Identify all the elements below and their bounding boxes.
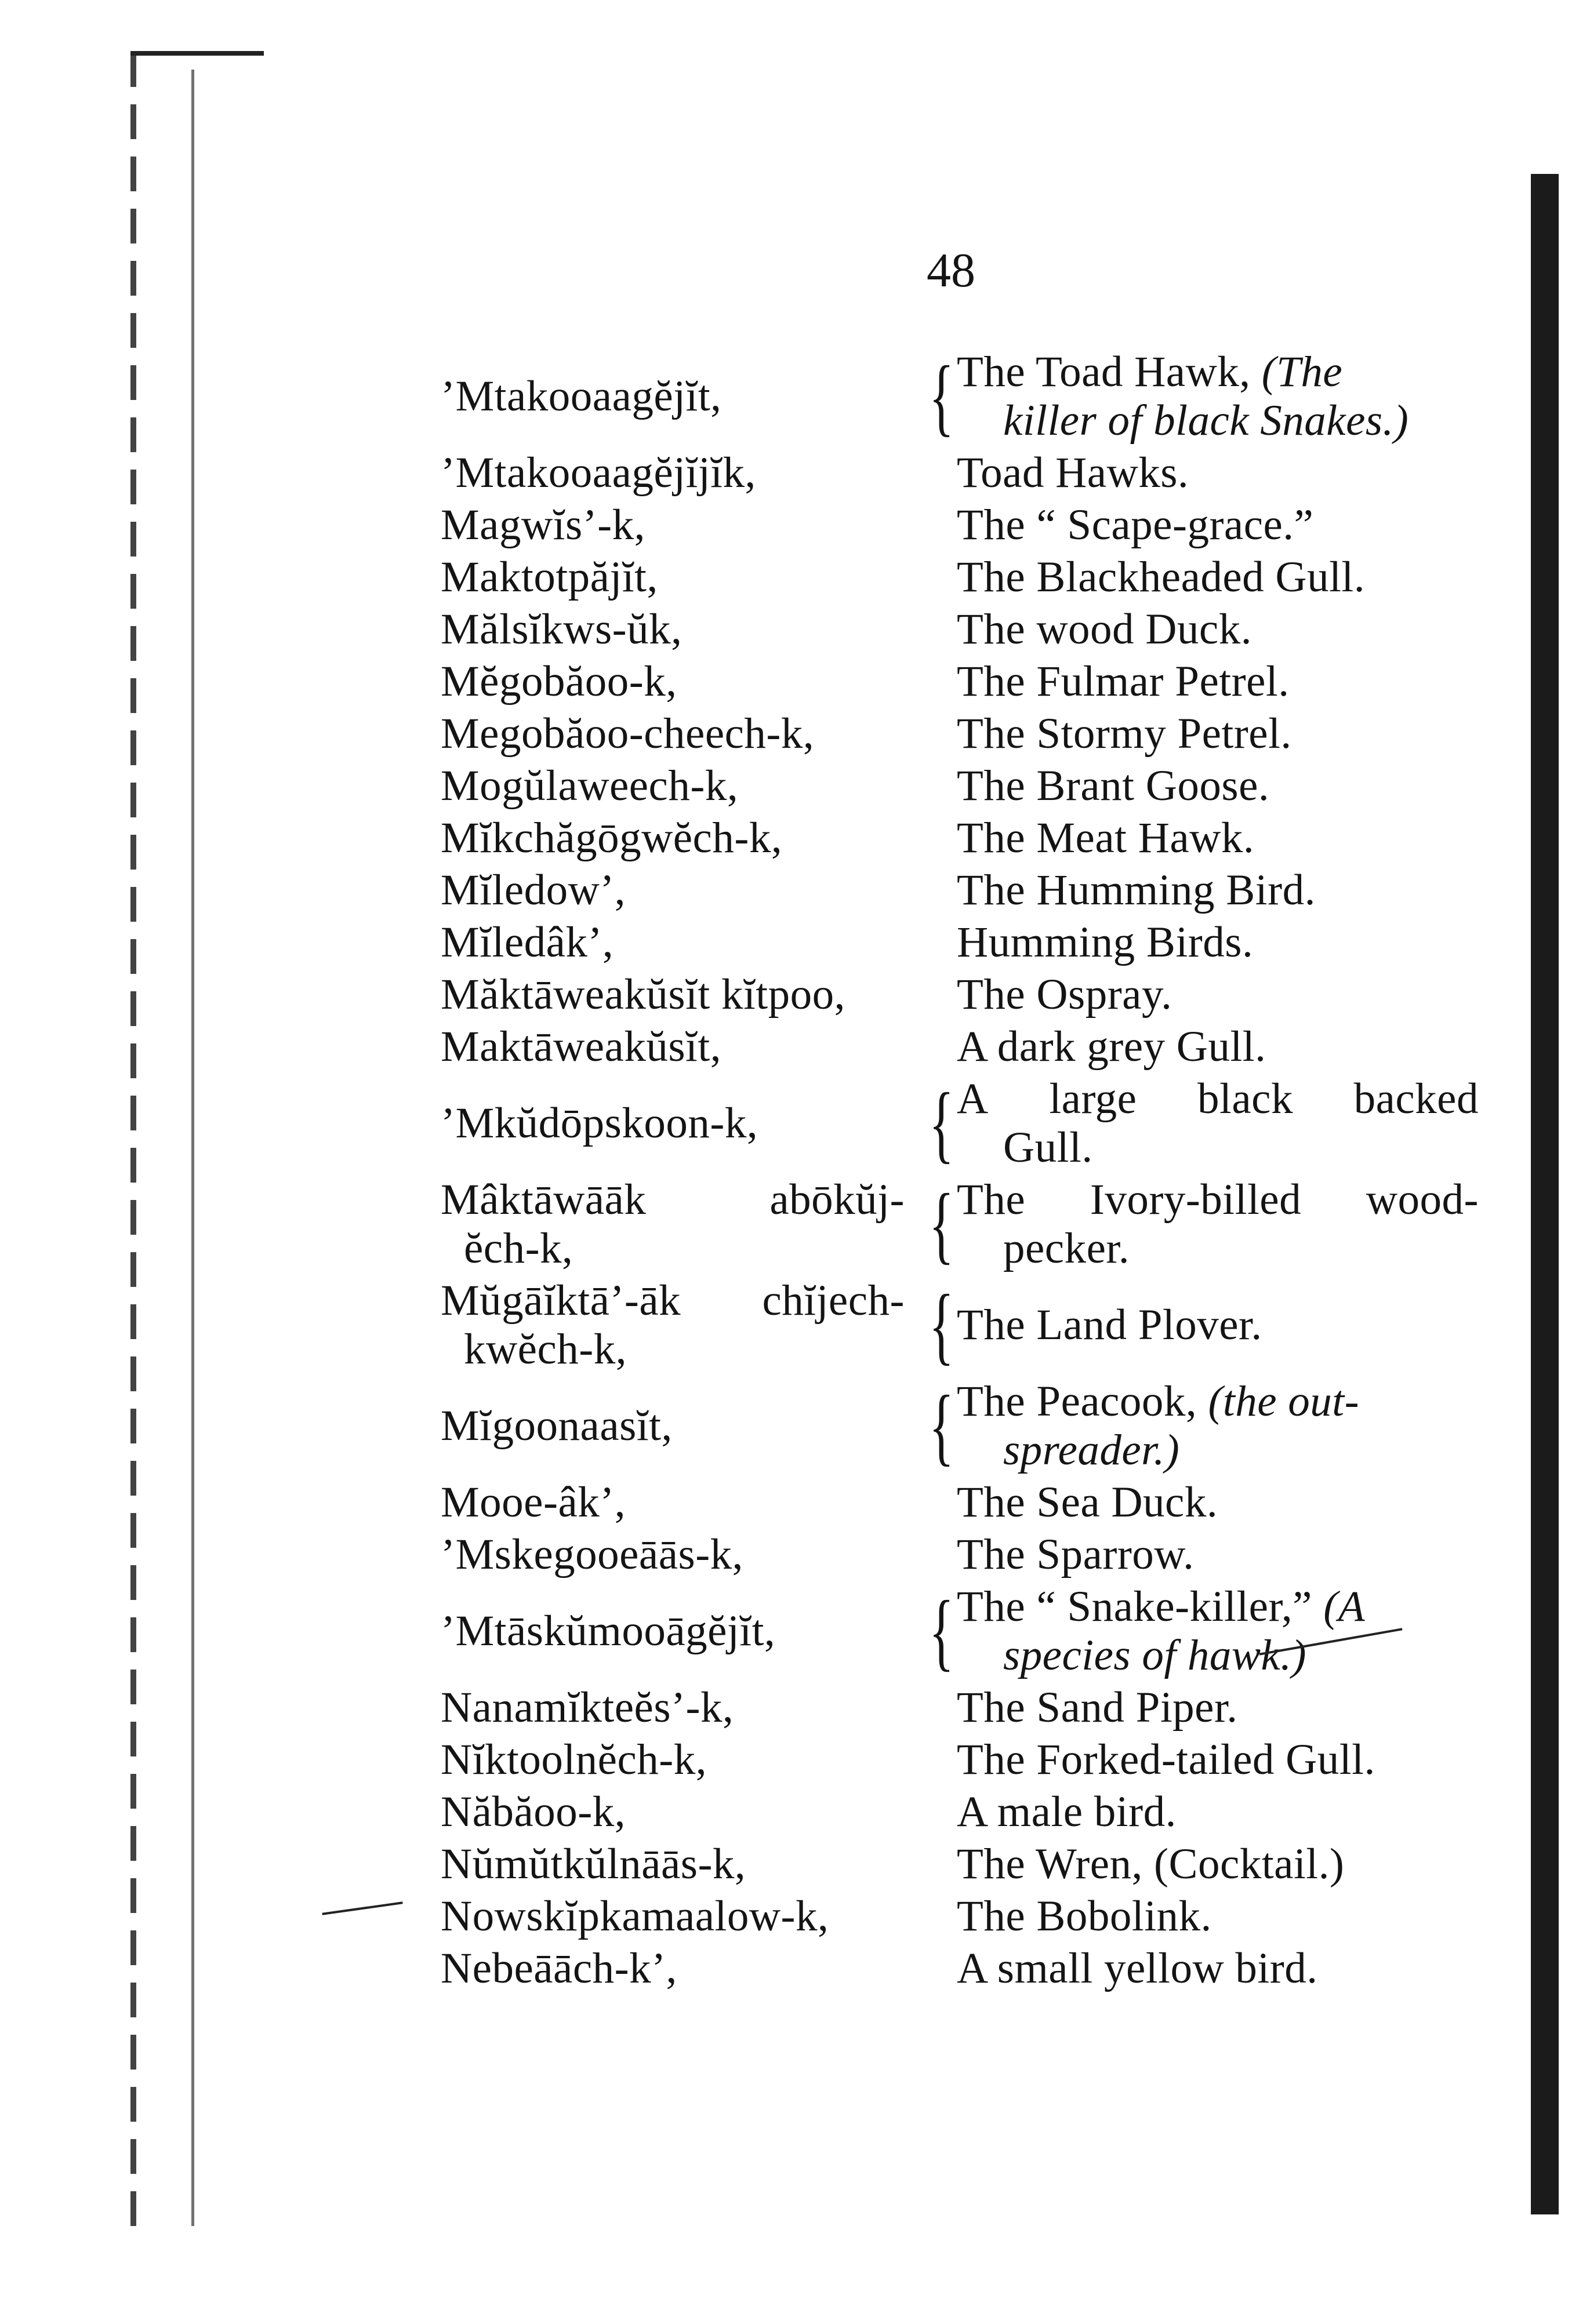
term: Maktotpăjĭt, <box>441 553 658 601</box>
list-item <box>0 1075 1590 1172</box>
term: Nebeāāch-k’, <box>441 1944 677 1992</box>
term: Nowskĭpkamaalow-k, <box>441 1892 829 1940</box>
list-item <box>0 866 1590 915</box>
list-item <box>0 1736 1590 1784</box>
term: Nanamĭkteĕs’-k, <box>441 1683 734 1732</box>
term: Nŭmŭtkŭlnāās-k, <box>441 1840 746 1888</box>
gloss: The Wren, (Cocktail.) <box>957 1840 1345 1888</box>
gloss: Toad Hawks. <box>957 449 1189 497</box>
gloss: The Fulmar Petrel. <box>957 657 1290 705</box>
term: ’Mtakooaagĕjĭt, <box>441 372 722 420</box>
list-item <box>0 1840 1590 1889</box>
list-item <box>0 1276 1590 1374</box>
list-item <box>0 1530 1590 1579</box>
list-item <box>0 918 1590 967</box>
term: Mooe-âk’, <box>441 1478 626 1526</box>
gloss: The Sea Duck. <box>957 1478 1218 1526</box>
gloss: The Forked-tailed Gull. <box>957 1736 1375 1784</box>
term: ’Mkŭdōpskoon-k, <box>441 1099 758 1147</box>
gloss: The Peacook, (the out- spreader.) <box>957 1377 1360 1474</box>
term: Mĭkchăgōgwĕch-k, <box>441 814 783 862</box>
gloss: The “ Scape-grace.” <box>957 501 1314 549</box>
list-item <box>0 1023 1590 1071</box>
term: Megobăoo-cheech-k, <box>441 710 815 758</box>
gloss: The Meat Hawk. <box>957 814 1255 862</box>
list-item <box>0 1944 1590 1993</box>
brace: { <box>929 1583 954 1679</box>
list-item <box>0 1176 1590 1273</box>
list-item <box>0 1377 1590 1475</box>
list-item <box>0 970 1590 1019</box>
term: Mâktāwāāk abōkŭj- ĕch-k, <box>441 1176 905 1272</box>
list-item <box>0 1892 1590 1941</box>
brace: { <box>929 1277 954 1373</box>
gloss: The Land Plover. <box>957 1301 1262 1349</box>
gloss: The wood Duck. <box>957 605 1252 653</box>
gloss: The Ivory-billed wood- pecker. <box>957 1176 1479 1272</box>
gloss: Humming Birds. <box>957 918 1254 966</box>
term: Magwĭs’-k, <box>441 501 645 549</box>
gloss: The “ Snake-killer,” (A species of hawk.) <box>957 1583 1366 1679</box>
list-item <box>0 449 1590 497</box>
term: Maktāweakŭsĭt, <box>441 1023 721 1071</box>
list-item <box>0 501 1590 550</box>
gloss: The Bobolink. <box>957 1892 1212 1940</box>
gloss: The Stormy Petrel. <box>957 710 1292 758</box>
term: ’Mtāskŭmooāgĕjĭt, <box>441 1607 776 1655</box>
brace: { <box>929 1075 954 1172</box>
gloss: The Sand Piper. <box>957 1683 1238 1732</box>
list-item <box>0 348 1590 445</box>
list-item <box>0 553 1590 602</box>
term: ’Mtakooaagĕjĭjĭk, <box>441 449 756 497</box>
gloss: The Humming Bird. <box>957 866 1316 914</box>
page-number: 48 <box>927 243 975 297</box>
list-item <box>0 1478 1590 1527</box>
list-item <box>0 605 1590 654</box>
list-item <box>0 710 1590 758</box>
term: ’Mskegooeāās-k, <box>441 1530 743 1579</box>
list-item <box>0 762 1590 810</box>
list-item <box>0 657 1590 706</box>
term: Mĭledâk’, <box>441 918 614 966</box>
gloss: The Sparrow. <box>957 1530 1195 1579</box>
list-item <box>0 1583 1590 1680</box>
gloss: The Toad Hawk, (The killer of black Snakes.) <box>957 348 1409 445</box>
term: Mogŭlaweech-k, <box>441 762 739 810</box>
term: Mĕgobăoo-k, <box>441 657 677 705</box>
vocabulary-list <box>0 348 1590 1993</box>
list-item <box>0 1683 1590 1732</box>
brace: { <box>929 1378 954 1474</box>
term: Mălsĭkws-ŭk, <box>441 605 683 653</box>
brace: { <box>929 348 954 445</box>
term: Mŭgāĭktā’-āk chĭjech- kwĕch-k, <box>441 1276 905 1373</box>
gloss: A male bird. <box>957 1788 1177 1836</box>
term: Măktāweakŭsĭt kĭtpoo, <box>441 970 845 1019</box>
list-item <box>0 814 1590 863</box>
list-item <box>0 1788 1590 1836</box>
binding-edge-top <box>130 51 264 56</box>
term: Mĭgoonaasĭt, <box>441 1402 673 1450</box>
gloss: A large black backed Gull. <box>957 1075 1479 1172</box>
term: Năbăoo-k, <box>441 1788 626 1836</box>
brace: { <box>929 1176 954 1272</box>
gloss: The Blackheaded Gull. <box>957 553 1365 601</box>
gloss: A dark grey Gull. <box>957 1023 1266 1071</box>
gloss: A small yellow bird. <box>957 1944 1318 1992</box>
gloss: The Brant Goose. <box>957 762 1270 810</box>
term: Nĭktoolnĕch-k, <box>441 1736 707 1784</box>
term: Mĭledow’, <box>441 866 626 914</box>
gloss: The Ospray. <box>957 970 1172 1019</box>
